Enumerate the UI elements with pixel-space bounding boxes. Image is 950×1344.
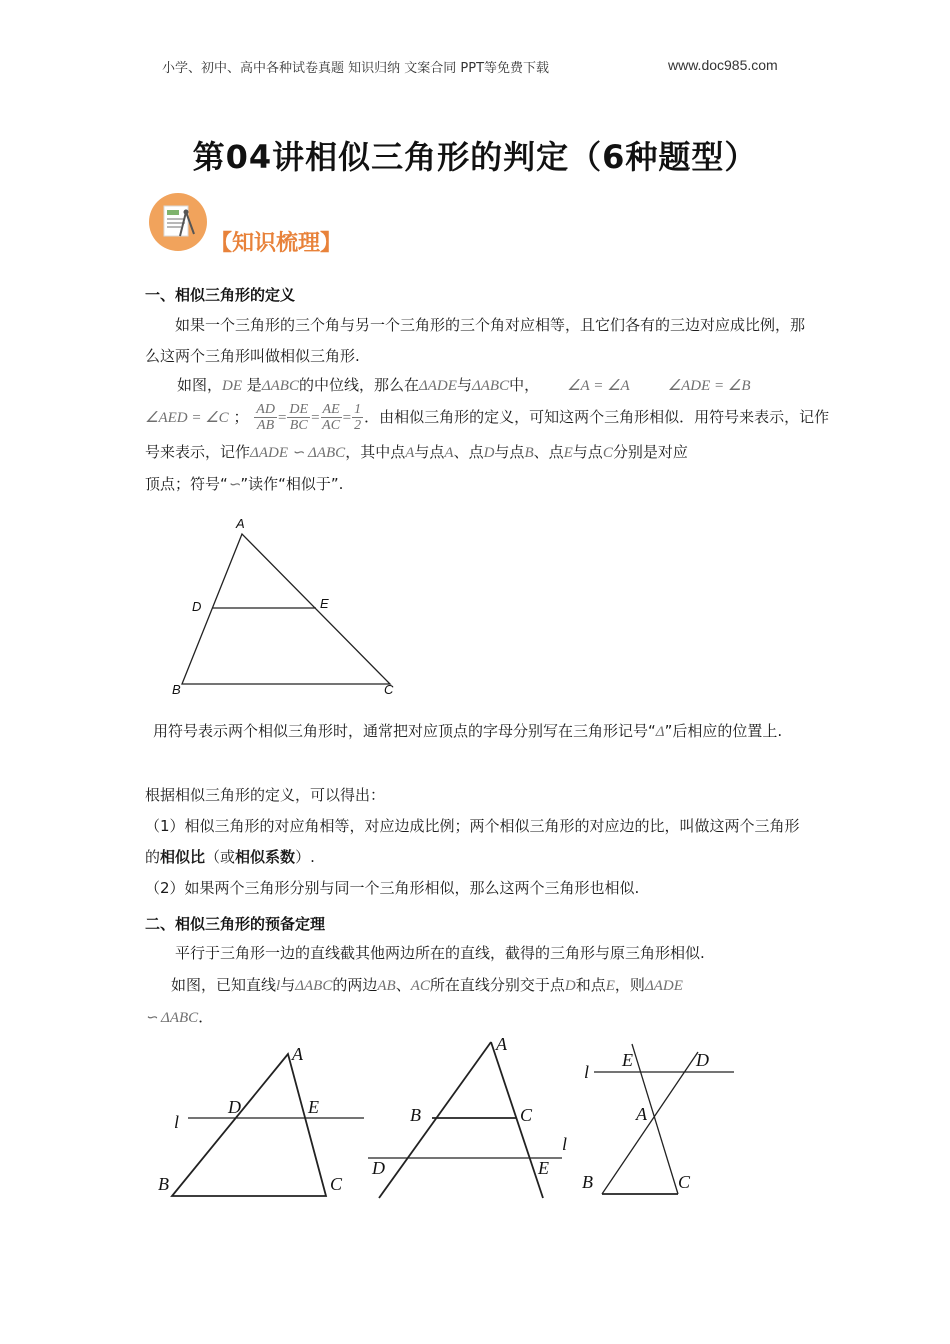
- s1-derive: 根据相似三角形的定义，可以得出：: [145, 786, 386, 804]
- s1-heading: 一、相似三角形的定义: [145, 286, 296, 304]
- figure-midline-triangle: [160, 510, 410, 700]
- s1-definition: 如果一个三角形的三个角与另一个三角形的三个角对应相等，且它们各有的三边对应成比例，那么这两个三角形叫做相似三角形.: [145, 316, 806, 365]
- page-title: 第04讲相似三角形的判定（6种题型）: [192, 138, 758, 176]
- header-url[interactable]: www.doc985.com: [668, 57, 778, 73]
- vertex-label-B: B: [172, 682, 181, 697]
- svg-text:E: E: [538, 1158, 549, 1178]
- svg-text:l: l: [562, 1134, 568, 1154]
- s1-point-2: （2）如果两个三角形分别与同一个三角形相似，那么这两个三角形也相似.: [145, 879, 640, 897]
- page-header: [0, 57, 950, 79]
- s1-example: 如图，DE 是ΔABC的中位线，那么在ΔADE与ΔABC中， ∠A = ∠A ∠ADE = ∠B ∠AED = ∠C ； $\frac{AD}{AB}$ = $\frac{DE}{BC}$ = $\frac{AE}{AC}$ = $\frac{1}{2}$ ．由相似三角形的定义，可知这两个三角形相似．用符号来表示，记作 号来表示，记作ΔADE ∽ ΔABC，其中点A与点A、点D与点B、点E与点C分别是对应 顶点；符号“∽”读作“相似于”.: [145, 376, 830, 493]
- figure-case-3: [582, 1044, 734, 1194]
- vertex-label-A: A: [236, 516, 245, 531]
- s1-point-1: （1）相似三角形的对应角相等，对应边成比例；两个相似三角形的对应边的比，叫做这两个三角形的相似比（或相似系数）.: [145, 817, 800, 866]
- svg-text:D: D: [372, 1158, 385, 1178]
- svg-text:l: l: [174, 1112, 180, 1132]
- section-heading: 【知识梳理】: [210, 231, 343, 256]
- svg-text:E: E: [622, 1050, 633, 1070]
- document-compass-icon: [148, 192, 208, 252]
- svg-text:B: B: [158, 1174, 169, 1194]
- svg-text:D: D: [228, 1097, 241, 1117]
- svg-text:l: l: [584, 1062, 590, 1082]
- svg-text:C: C: [678, 1172, 691, 1192]
- svg-text:C: C: [330, 1174, 343, 1194]
- svg-text:B: B: [582, 1172, 593, 1192]
- vertex-label-E: E: [320, 596, 329, 611]
- vertex-label-C: C: [384, 682, 394, 697]
- svg-text:A: A: [636, 1104, 647, 1124]
- header-text: 小学、初中、高中各种试卷真题 知识归纳 文案合同 PPT等免费下载: [162, 61, 550, 76]
- svg-text:A: A: [292, 1044, 303, 1064]
- vertex-label-D: D: [192, 599, 202, 614]
- s1-note: 用符号表示两个相似三角形时，通常把对应顶点的字母分别写在三角形记号“Δ”后相应的位置上.: [153, 722, 783, 740]
- svg-text:B: B: [410, 1105, 421, 1125]
- s2-example: 如图，已知直线l与ΔABC的两边AB、AC所在直线分别交于点D和点E，则ΔADE ∽ ΔABC．: [145, 976, 683, 1026]
- figure-case-1: [158, 1044, 364, 1196]
- s2-heading: 二、相似三角形的预备定理: [145, 915, 326, 933]
- s2-theorem: 平行于三角形一边的直线截其他两边所在的直线，截得的三角形与原三角形相似.: [175, 944, 705, 962]
- svg-text:E: E: [308, 1097, 319, 1117]
- svg-text:D: D: [696, 1050, 709, 1070]
- figure-case-2: [368, 1034, 567, 1198]
- figure-parallel-line-cases: [150, 1030, 750, 1210]
- svg-text:A: A: [496, 1034, 507, 1054]
- svg-text:C: C: [520, 1105, 533, 1125]
